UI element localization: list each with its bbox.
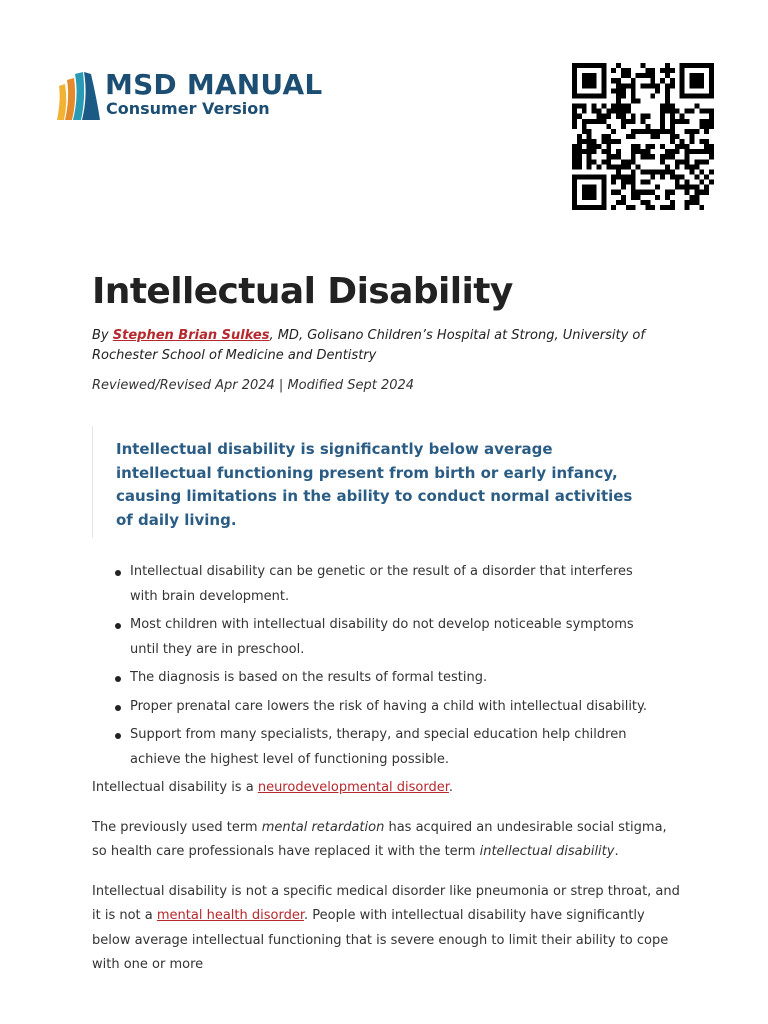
paragraph-text: has acquired an undesirable social stigma, so health care professionals have replaced it with the term (92, 819, 667, 859)
bullet-icon (115, 676, 121, 682)
qr-modules (572, 63, 714, 210)
byline (92, 326, 672, 366)
logo-subtitle: Consumer Version (106, 99, 270, 118)
emphasis-term: intellectual disability (479, 844, 615, 859)
qr-code (572, 63, 714, 210)
emphasis-term: mental retardation (261, 819, 385, 835)
key-points-list (92, 560, 692, 772)
paragraph-text: Intellectual disability is a (92, 780, 258, 795)
qr-code-icon (572, 63, 714, 210)
key-point-text: Most children with intellectual disability do not develop noticeable symptoms until they are in preschool. (130, 617, 634, 657)
paragraph-text: . People with intellectual disability have significantly below average intellectual functioning that is severe enough to limit their ability to cope with one or more (92, 908, 669, 972)
paragraph-text: Intellectual disability is not a specific medical disorder like pneumonia or strep throat, and it is not a (92, 883, 680, 923)
paragraph-definition (92, 776, 682, 801)
key-point-text: Support from many specialists, therapy, and special education help children achieve the highest level of functioning possible. (130, 727, 627, 767)
byline-prefix: By (92, 328, 113, 343)
article (92, 268, 692, 978)
summary-text: Intellectual disability is significantly below average intellectual functioning present from birth or early infancy, causing limitations in the ability to conduct normal activities of daily living. (116, 440, 633, 529)
logo-title: MSD MANUAL (105, 68, 323, 101)
bullet-icon (115, 623, 121, 629)
paragraph-text: . (614, 844, 619, 859)
list-item (92, 695, 652, 720)
msd-manual-logo[interactable] (55, 68, 323, 124)
review-date: Reviewed/Revised Apr 2024 | Modified Sept 2024 (92, 378, 415, 393)
neurodevelopmental-disorder-link[interactable]: neurodevelopmental disorder (257, 780, 449, 795)
list-item (92, 613, 652, 662)
author-affiliation: , MD, Golisano Children’s Hospital at Strong, University of Rochester School of Medicine and Dentistry (92, 328, 645, 363)
key-point-text: Proper prenatal care lowers the risk of having a child with intellectual disability. (130, 698, 648, 714)
list-item (92, 666, 652, 691)
summary-callout (92, 426, 652, 538)
author-link[interactable]: Stephen Brian Sulkes (112, 328, 270, 343)
paragraph-terminology (92, 816, 682, 865)
msd-manual-logo-icon (55, 70, 103, 122)
list-item (92, 560, 652, 609)
key-point-text: Intellectual disability can be genetic or the result of a disorder that interferes with brain development. (130, 564, 633, 604)
key-point-text: The diagnosis is based on the results of formal testing. (130, 670, 488, 685)
bullet-icon (115, 570, 121, 576)
bullet-icon (115, 705, 121, 711)
paragraph-text: . (448, 780, 454, 795)
bullet-icon (115, 733, 121, 739)
page-title: Intellectual Disability (92, 271, 513, 312)
list-item (92, 723, 652, 772)
paragraph-text: The previously used term (92, 819, 262, 835)
paragraph-description (92, 880, 682, 978)
mental-health-disorder-link[interactable]: mental health disorder (156, 908, 304, 923)
